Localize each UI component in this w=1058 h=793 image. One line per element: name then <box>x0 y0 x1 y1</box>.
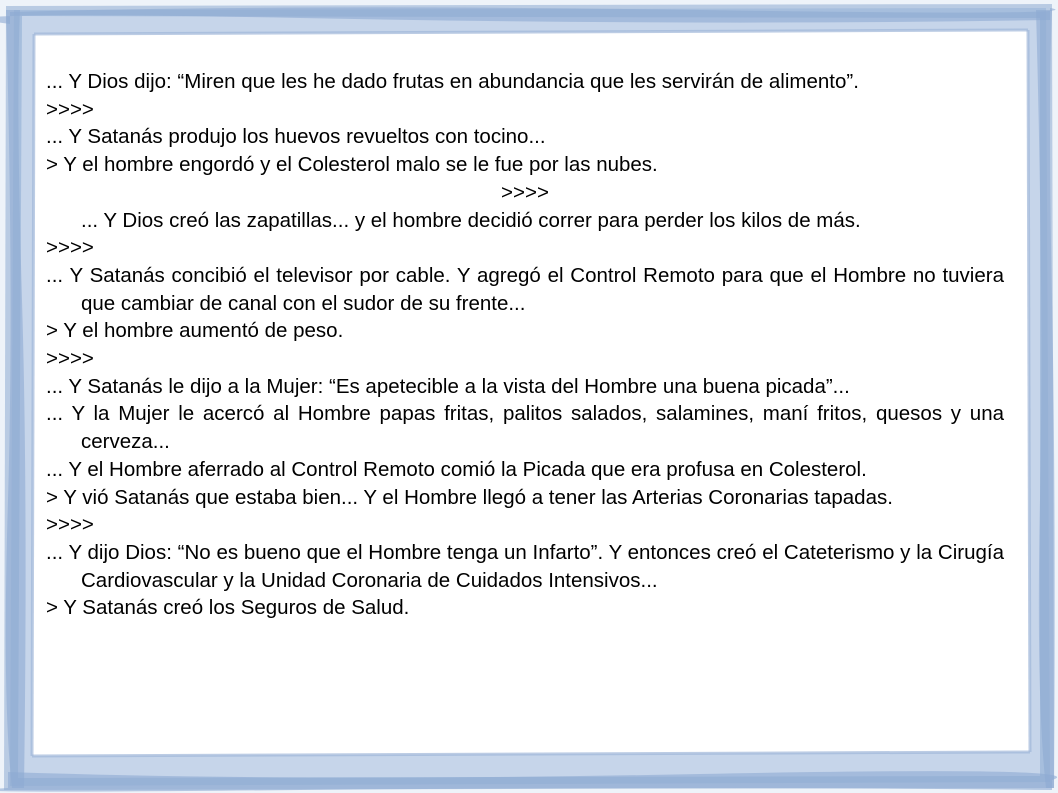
line-5: ... Y Satanás concibió el televisor por cable. Y agregó el Control Remoto para que el Hombre no tuviera que cambiar de canal con el sudor de su frente... <box>46 263 1004 315</box>
line-12: > Y Satanás creó los Seguros de Salud. <box>46 596 410 620</box>
line-1: ... Y Dios dijo: “Miren que les he dado frutas en abundancia que les servirán de alimento”. <box>46 70 859 93</box>
line-8: ... Y la Mujer le acercó al Hombre papas fritas, palitos salados, salamines, maní fritos, quesos y una cerveza... <box>46 402 1004 454</box>
separator-5: >>>> <box>46 513 94 537</box>
line-7: ... Y Satanás le dijo a la Mujer: “Es apetecible a la vista del Hombre una buena picada”... <box>46 374 850 398</box>
line-10: > Y vió Satanás que estaba bien... Y el Hombre llegó a tener las Arterias Coronarias tapadas. <box>46 485 893 509</box>
line-3: > Y el hombre engordó y el Colesterol malo se le fue por las nubes. <box>46 153 658 177</box>
text-body <box>46 68 1004 622</box>
separator-2: >>>> <box>501 180 549 204</box>
line-11: ... Y dijo Dios: “No es bueno que el Hombre tenga un Infarto”. Y entonces creó el Cateterismo y la Cirugía Cardiovascular y la Unidad Coronaria de Cuidados Intensivos... <box>46 540 1004 592</box>
separator-1: >>>> <box>46 97 94 121</box>
line-9: ... Y el Hombre aferrado al Control Remoto comió la Picada que era profusa en Colesterol. <box>46 457 867 481</box>
separator-4: >>>> <box>46 347 94 371</box>
line-6: > Y el hombre aumentó de peso. <box>46 319 344 343</box>
line-4: ... Y Dios creó las zapatillas... y el hombre decidió correr para perder los kilos de más. <box>81 208 861 232</box>
line-2: ... Y Satanás produjo los huevos revueltos con tocino... <box>46 125 546 149</box>
separator-3: >>>> <box>46 236 94 260</box>
